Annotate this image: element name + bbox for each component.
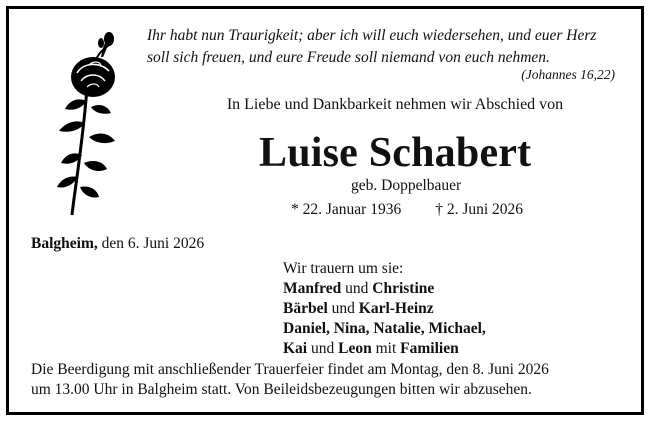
place-date: [31, 235, 204, 253]
mourner-name: Leon: [338, 340, 372, 357]
death-date: † 2. Juni 2026: [435, 201, 524, 218]
mourner-name: Kai: [283, 340, 308, 357]
quote-line-2: soll sich freuen, und eure Freude soll niemand von euch nehmen.: [147, 49, 550, 66]
mourners-row: [283, 279, 486, 299]
mourners-row: [283, 299, 486, 319]
life-dates: [291, 201, 523, 219]
mourners-list: [283, 259, 486, 359]
place-date-text: den 6. Juni 2026: [97, 235, 205, 252]
mourner-name: Christine: [372, 280, 435, 297]
quote-source: (Johannes 16,22): [521, 67, 615, 82]
place-town: Balgheim,: [31, 235, 98, 252]
mourner-name: Familien: [400, 340, 459, 357]
birth-date: * 22. Januar 1936: [291, 201, 402, 218]
mourner-name: Bärbel: [283, 300, 328, 317]
mourner-name: Daniel, Nina, Natalie, Michael,: [283, 320, 486, 337]
conjunction: mit: [371, 340, 401, 357]
deceased-name: Luise Schabert: [259, 130, 532, 176]
conjunction: und: [327, 300, 359, 317]
mourners-row: [283, 339, 486, 359]
funeral-notice: [31, 360, 549, 400]
conjunction: und: [341, 280, 373, 297]
bible-quote: [147, 25, 617, 69]
mourners-heading: Wir trauern um sie:: [283, 260, 404, 277]
rose-icon: [37, 27, 137, 222]
mourner-name: Manfred: [283, 280, 342, 297]
intro-text: In Liebe und Dankbarkeit nehmen wir Abschied von: [226, 96, 564, 113]
mourner-name: Karl-Heinz: [358, 300, 434, 317]
funeral-line-1: Die Beerdigung mit anschließender Trauerfeier findet am Montag, den 8. Juni 2026: [31, 361, 549, 378]
mourners-row: [283, 319, 486, 339]
obituary-card: [6, 6, 644, 415]
funeral-line-2: um 13.00 Uhr in Balgheim statt. Von Beileidsbezeugungen bitten wir abzusehen.: [31, 381, 532, 398]
maiden-name: geb. Doppelbauer: [351, 177, 462, 194]
conjunction: und: [307, 340, 339, 357]
quote-line-1: Ihr habt nun Traurigkeit; aber ich will euch wiedersehen, und euer Herz: [147, 27, 597, 44]
